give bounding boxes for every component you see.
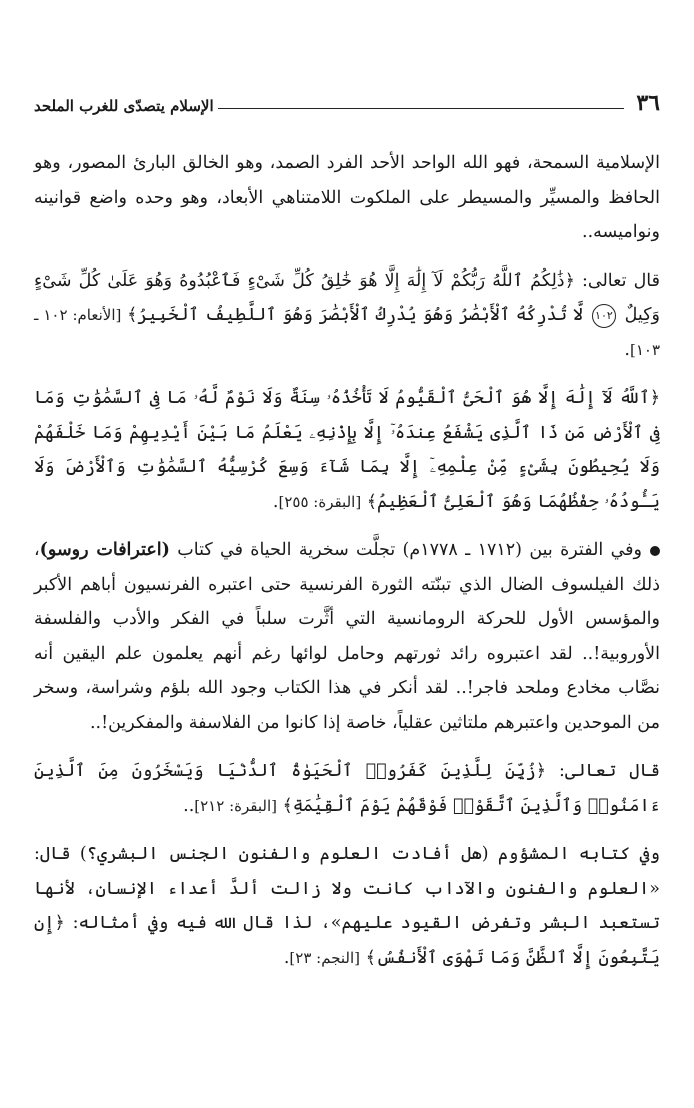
paragraph-6 — [34, 837, 660, 975]
quran-verse-najm: ﴿إِن يَتَّبِعُونَ إِلَّا ٱلظَّنَّ وَمَا تَهْوَى ٱلْأَنفُسُ﴾ — [34, 913, 660, 968]
paragraph-4 — [34, 533, 660, 740]
paragraph-4-pre: وفي الفترة بين (١٧١٢ ـ ١٧٧٨م) تجلَّت سخرية الحياة في كتاب — [169, 540, 642, 560]
paragraph-5-end: .. — [183, 795, 195, 816]
paragraph-5 — [34, 754, 660, 823]
paragraph-4-post: ، ذلك الفيلسوف الضال الذي تبنّته الثورة الفرنسية حتى اعتبره الفرنسيون أباهم الأكبر والمؤسس الأول للحركة الرومانسية التي أثَّرت سلباً في الفكر والأدب والفلسفة الأوروبية!.. لقد اعتبروه رائد ثورتهم وحامل لوائها رغم أنهم يعلمون علم اليقين أنه نصَّاب مخادع وملحد فاجر!.. لقد أنكر في هذا الكتاب وجود الله بلؤم وشراسة، وسخر من الموحدين واعتبرهم ملتاثين عقلياً، خاصة إذا كانوا من الفلاسفة والمفكرين!.. — [34, 540, 660, 733]
citation-anam: [الأنعام: ١٠٢ ـ ١٠٣] — [34, 306, 660, 359]
quran-verse-kursi: ﴿ٱللَّهُ لَآ إِلَٰهَ إِلَّا هُوَ ٱلْحَىُّ ٱلْقَيُّومُ لَا تَأْخُذُهُۥ سِنَةٌ وَلَا نَوْمٌ لَّهُۥ مَا فِى ٱلسَّمَٰوَٰتِ وَمَا فِى ٱلْأَرْضِ مَن ذَا ٱلَّذِى يَشْفَعُ عِندَهُۥٓ إِلَّا بِإِذْنِهِۦ يَعْلَمُ مَا بَيْنَ أَيْدِيهِمْ وَمَا خَلْفَهُمْ وَلَا يُحِيطُونَ بِشَىْءٍ مِّنْ عِلْمِهِۦٓ إِلَّا بِمَا شَآءَ وَسِعَ كُرْسِيُّهُ ٱلسَّمَٰوَٰتِ وَٱلْأَرْضَ وَلَا يَـُٔودُهُۥ حِفْظُهُمَا وَهُوَ ٱلْعَلِىُّ ٱلْعَظِيمُ﴾ — [34, 388, 660, 512]
quran-verse-baqara-212: ﴿زُيِّنَ لِلَّذِينَ كَفَرُوا۟ ٱلْحَيَوٰةُ ٱلدُّنْيَا وَيَسْخَرُونَ مِنَ ٱلَّذِينَ ءَامَنُوا۟ وَٱلَّذِينَ ٱتَّقَوْا۟ فَوْقَهُمْ يَوْمَ ٱلْقِيَٰمَةِ﴾ — [34, 761, 660, 816]
paragraph-6-text: وفي كتابه المشؤوم (هل أفادت العلوم والفنون الجنس البشري؟) قال: «العلوم والفنون والآداب كانت ولا زالت ألدَّ أعداء الإنسان، لأنها تستعبد البشر وتفرض القيود عليهم»، لذا قال الله فيه وفي أمثاله: — [34, 844, 660, 933]
quran-verse-anam-a: ﴿ذَٰلِكُمُ ٱللَّهُ رَبُّكُمْ لَآ إِلَٰهَ إِلَّا هُوَ خَٰلِقُ كُلِّ شَىْءٍ فَٱعْبُدُوهُ وَهُوَ عَلَىٰ كُلِّ شَىْءٍ وَكِيلٌ — [34, 270, 660, 325]
citation-najm: [النجم: ٢٣] — [289, 948, 360, 967]
running-title: الإسلام يتصدّى للغرب الملحد — [34, 97, 214, 115]
page-number: ٣٦ — [636, 90, 660, 116]
page-header — [34, 84, 660, 114]
citation-baqara-255: [البقرة: ٢٥٥] — [278, 492, 362, 511]
verse-number-marker: ١٠٢ — [592, 304, 616, 328]
header-rule — [218, 108, 625, 109]
paragraph-2-intro: قال تعالى: — [574, 270, 660, 291]
paragraph-6-end: . — [283, 947, 290, 968]
paragraph-1 — [34, 146, 660, 250]
book-title-confessions: (اعترافات روسو) — [39, 540, 170, 560]
page-body — [34, 146, 660, 975]
paragraph-3-end: . — [272, 491, 279, 512]
paragraph-1-text: الإسلامية السمحة، فهو الله الواحد الأحد الفرد الصمد، وهو الخالق البارئ المصور، وهو الحافظ والمسيِّر والمسيطر على الملكوت اللامتناهي الأبعاد، وهو وحده واضع قوانينه ونواميسه.. — [34, 153, 660, 242]
quran-verse-anam-b: لَّا تُدْرِكُهُ ٱلْأَبْصَٰرُ وَهُوَ يُدْرِكُ ٱلْأَبْصَٰرَ وَهُوَ ٱللَّطِيفُ ٱلْخَبِيرُ﴾ — [127, 305, 584, 325]
citation-baqara-212: [البقرة: ٢١٢] — [194, 796, 277, 815]
paragraph-2 — [34, 264, 660, 368]
paragraph-5-intro: قال تعالى: — [546, 761, 660, 781]
bullet-icon — [650, 546, 660, 556]
paragraph-2-end: . — [624, 339, 630, 360]
paragraph-3 — [34, 381, 660, 519]
